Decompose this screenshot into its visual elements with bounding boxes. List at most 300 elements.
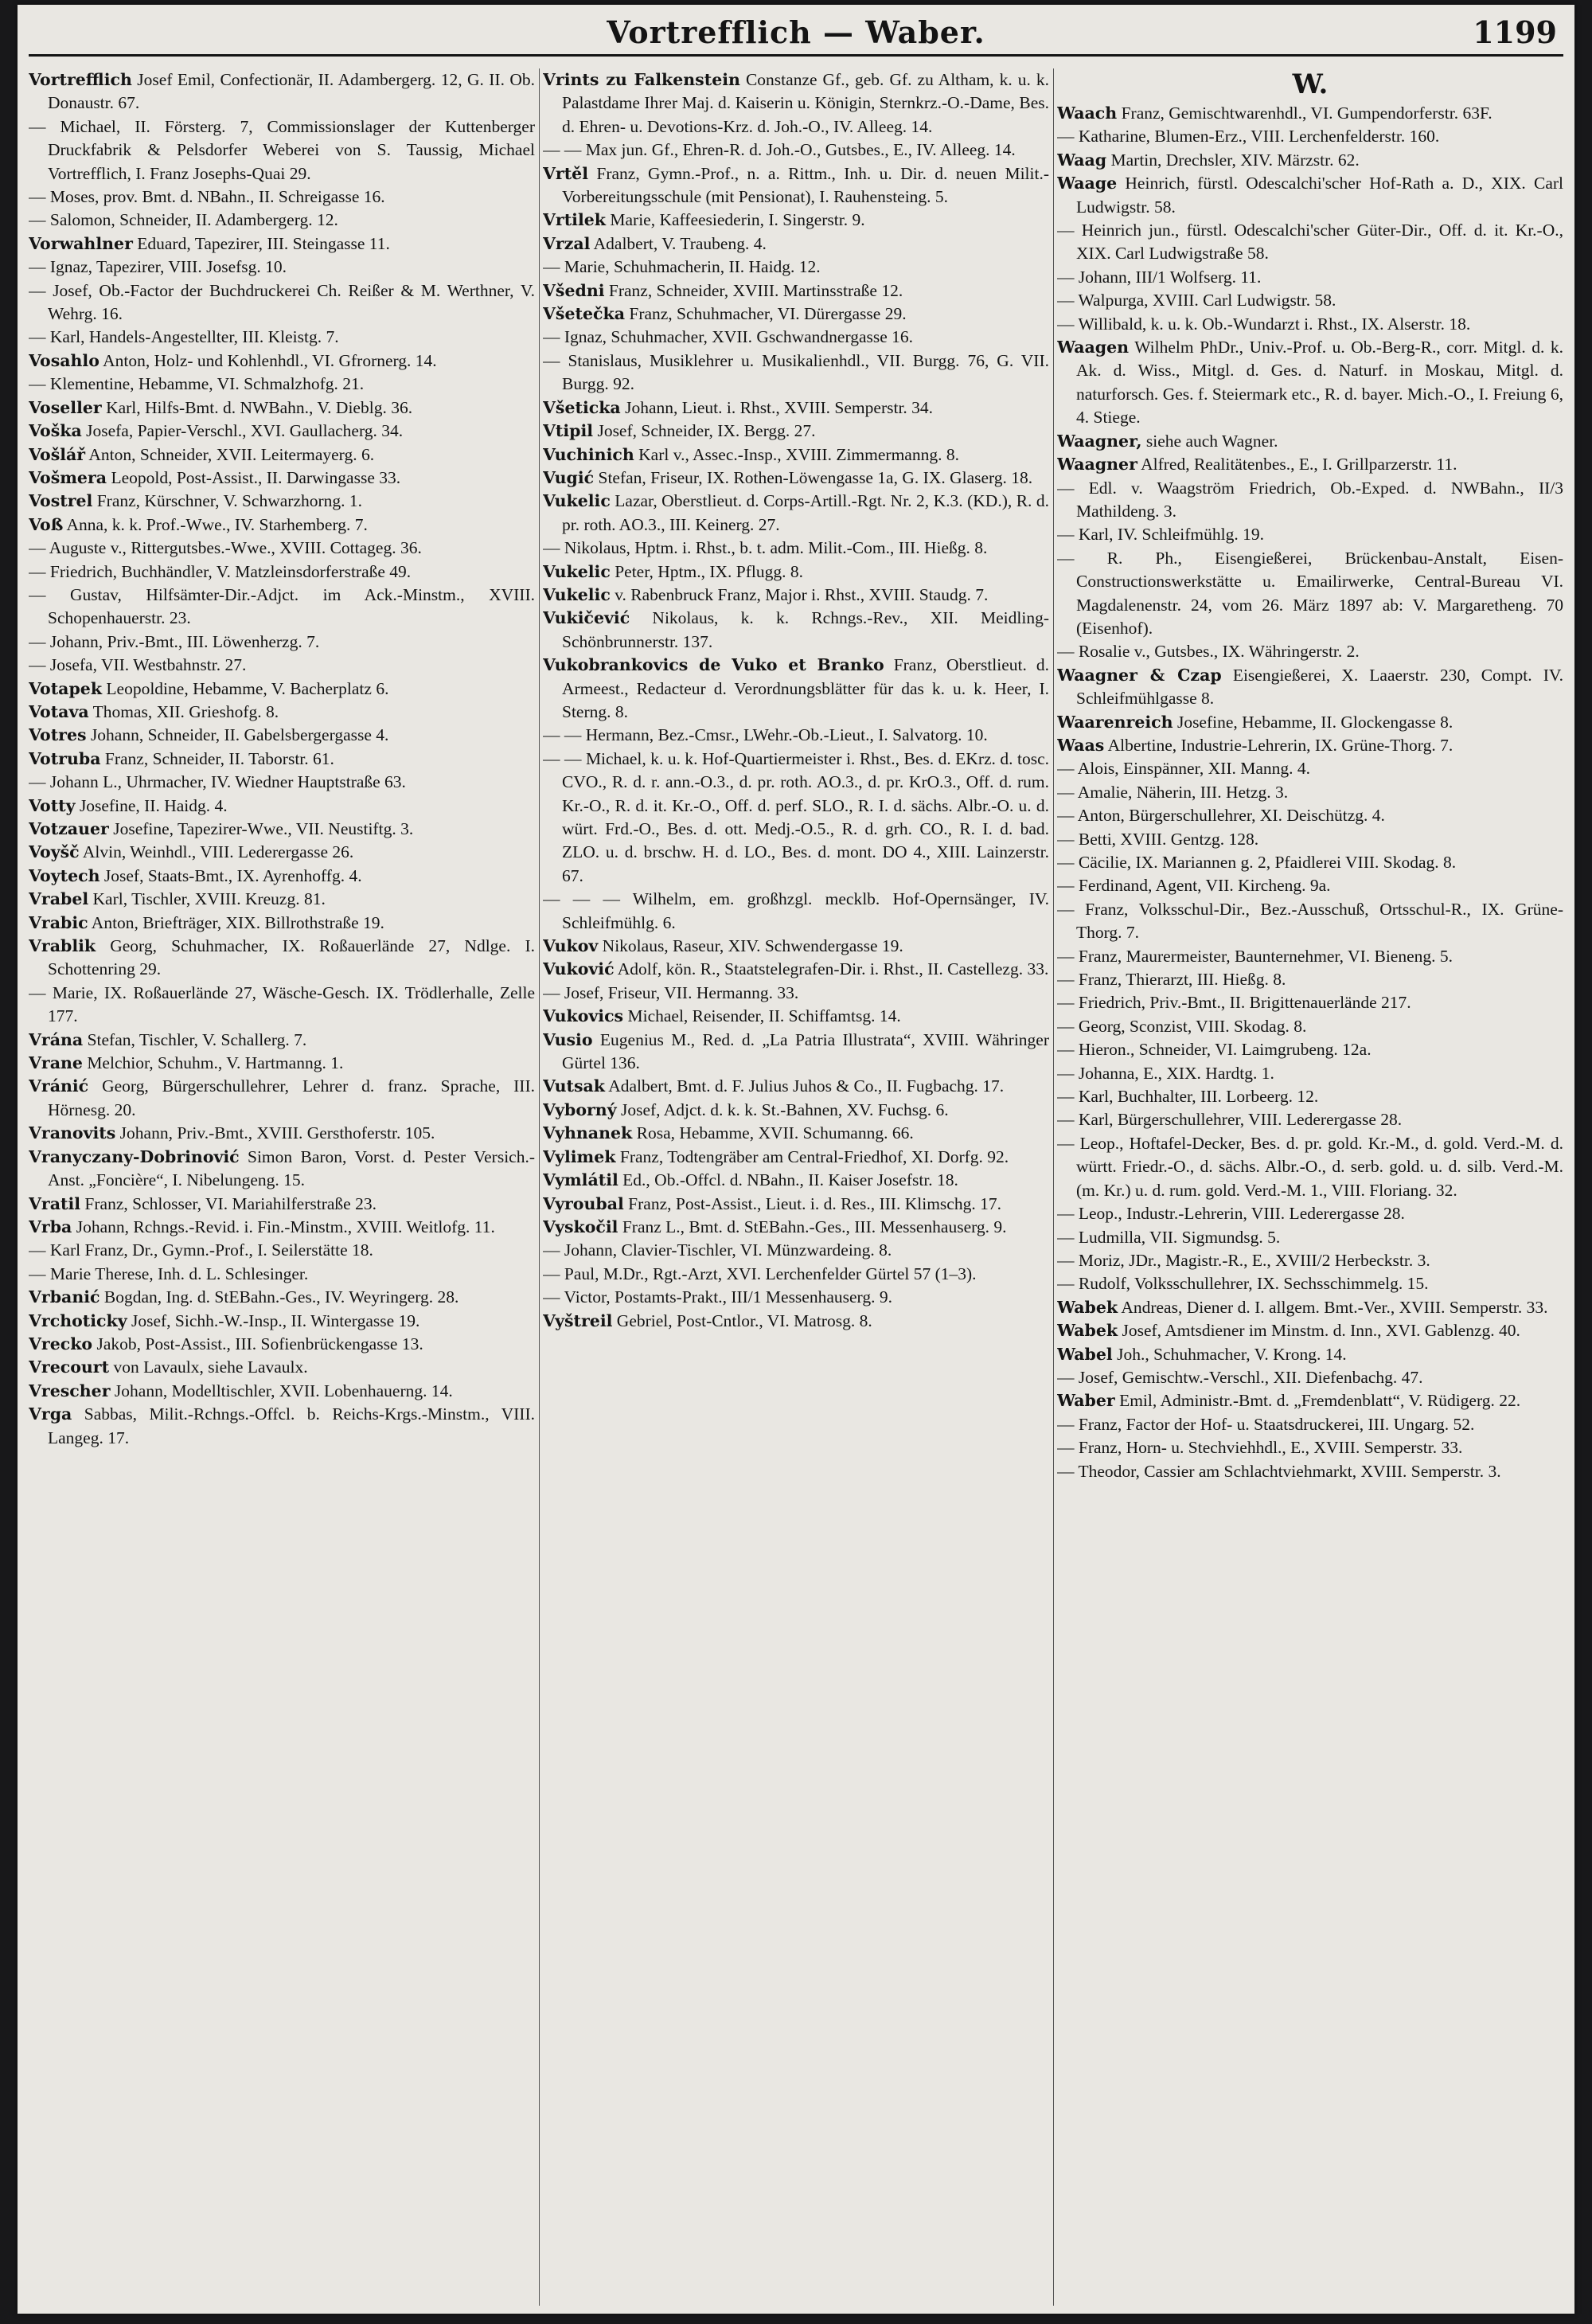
entry-text: — Gustav, Hilfsämter-Dir.-Adjct. im Ack.-Minstm., XVIII. Schopenhauerstr. 23.: [29, 584, 535, 628]
running-head: Vortrefflich — Waber.: [607, 14, 985, 50]
entry-text: — Leop., Hoftafel-Decker, Bes. d. pr. gold. Kr.-M., d. gold. Verd.-M. d. württ. Friedr.-O., d. sächs. Albr.-O., d. serb. gold. u. d. silb. Verd.-M. (m. Kr.) u. d. rum. gold. Verd.-M. 1., VIII. Floriang. 32.: [1057, 1133, 1563, 1200]
entry-headword: Voytech: [29, 865, 100, 885]
entry-text: — Hieron., Schneider, VI. Laimgrubeng. 12a.: [1057, 1040, 1372, 1060]
entry-text: — Amalie, Näherin, III. Hetzg. 3.: [1057, 782, 1289, 802]
entry-text: Constanze Gf., geb. Gf. zu Altham, k. u. k. Palastdame Ihrer Maj. d. Kaiserin u. Königin, Sternkrz.-O.-Dame, Bes. d. Ehren- u. Devotions-Krz. d. Joh.-O., IV. Alleeg. 14.: [562, 70, 1049, 136]
entry-text: Jakob, Post-Assist., III. Sofienbrückengasse 13.: [96, 1334, 423, 1353]
directory-entry: [1057, 1460, 1563, 1483]
entry-text: — Betti, XVIII. Gentzg. 128.: [1057, 829, 1259, 849]
entry-text: — Friedrich, Priv.-Bmt., II. Brigittenauerlände 217.: [1057, 993, 1411, 1013]
entry-text: Franz, Kürschner, V. Schwarzhorng. 1.: [96, 491, 363, 511]
directory-entry: [29, 818, 535, 841]
entry-text: Josef, Sichh.-W.-Insp., II. Wintergasse 19.: [131, 1310, 420, 1330]
entry-text: Eisengießerei, X. Laaerstr. 230, Compt. IV. Schleifmühlgasse 8.: [1076, 665, 1563, 709]
directory-entry: [1057, 828, 1563, 851]
directory-entry: [29, 1356, 535, 1379]
directory-entry: [543, 1075, 1049, 1098]
entry-text: Nikolaus, k. k. Rchngs.-Rev., XII. Meidling-Schönbrunnerstr. 137.: [562, 608, 1049, 651]
directory-entry: [543, 256, 1049, 279]
directory-entry: [29, 678, 535, 701]
entry-text: Ed., Ob.-Offcl. d. NBahn., II. Kaiser Josefstr. 18.: [622, 1170, 958, 1190]
directory-entry: [543, 326, 1049, 349]
entry-headword: Vylimek: [543, 1146, 616, 1166]
entry-headword: Waagner & Czap: [1057, 665, 1222, 685]
entry-text: Adalbert, Bmt. d. F. Julius Juhos & Co., II. Fugbachg. 17.: [608, 1076, 1005, 1096]
entry-text: Johann, Schneider, II. Gabelsbergergasse 4.: [90, 725, 389, 745]
entry-text: Bogdan, Ing. d. StEBahn.-Ges., IV. Weyringerg. 28.: [103, 1287, 459, 1307]
directory-entry: [29, 1029, 535, 1052]
entry-text: Joh., Schuhmacher, V. Krong. 14.: [1117, 1344, 1347, 1364]
entry-text: — Ferdinand, Agent, VII. Kircheng. 9a.: [1057, 876, 1331, 896]
entry-headword: Vrane: [29, 1053, 83, 1073]
directory-entry: [29, 1193, 535, 1216]
entry-headword: Wabek: [1057, 1297, 1118, 1317]
directory-entry: [543, 1169, 1049, 1192]
directory-entry: [543, 1193, 1049, 1216]
entry-headword: Votruba: [29, 748, 101, 768]
directory-entry: [543, 68, 1049, 139]
directory-entry: [543, 888, 1049, 935]
entry-text: Franz, Oberstlieut. d. Armeest., Redacteur d. Verordnungsblätter für das k. u. k. Heer, I. Sterng. 8.: [562, 655, 1049, 721]
entry-text: Franz, Schneider, II. Taborstr. 61.: [104, 748, 334, 768]
directory-entry: [29, 795, 535, 818]
directory-entry: [29, 584, 535, 631]
directory-entry: [543, 303, 1049, 326]
entry-text: — Franz, Maurermeister, Baunternehmer, VI. Bieneng. 5.: [1057, 946, 1453, 966]
directory-entry: [29, 1310, 535, 1333]
entry-text: — Anton, Bürgerschullehrer, XI. Deischützg. 4.: [1057, 806, 1385, 826]
entry-text: — Karl, Bürgerschullehrer, VIII. Lederergasse 28.: [1057, 1110, 1403, 1130]
entry-text: Martin, Drechsler, XIV. Märzstr. 62.: [1110, 150, 1360, 170]
directory-entry: [29, 631, 535, 654]
directory-entry: [1057, 1249, 1563, 1272]
entry-text: Franz, Todtengräber am Central-Friedhof, XI. Dorfg. 92.: [619, 1146, 1009, 1166]
entry-text: — Marie Therese, Inh. d. L. Schlesinger.: [29, 1264, 309, 1283]
page-header: [18, 8, 1574, 56]
directory-entry: [1057, 1202, 1563, 1225]
directory-entry: [1057, 266, 1563, 289]
entry-headword: Vrchoticky: [29, 1310, 127, 1330]
directory-entry: [29, 1239, 535, 1262]
directory-entry: [29, 1122, 535, 1145]
directory-entry: [543, 1239, 1049, 1262]
entry-headword: Vrecourt: [29, 1357, 110, 1377]
entry-text: — Franz, Thierarzt, III. Hießg. 8.: [1057, 970, 1286, 990]
directory-entry: [29, 1216, 535, 1239]
entry-text: Thomas, XII. Grieshofg. 8.: [92, 701, 279, 721]
directory-entry: [543, 1310, 1049, 1333]
directory-entry: [1057, 1319, 1563, 1342]
entry-headword: Vutsak: [543, 1076, 605, 1096]
entry-text: — Marie, IX. Roßauerlände 27, Wäsche-Gesch. IX. Trödlerhalle, Zelle 177.: [29, 982, 535, 1026]
entry-text: Franz, Schuhmacher, VI. Dürergasse 29.: [629, 304, 907, 324]
entry-text: — Johann, Priv.-Bmt., III. Löwenherzg. 7.: [29, 631, 320, 651]
entry-text: — Victor, Postamts-Prakt., III/1 Messenhauserg. 9.: [543, 1287, 892, 1307]
column-divider: [1053, 68, 1054, 2306]
directory-entry: [543, 209, 1049, 232]
directory-entry: [1057, 664, 1563, 711]
directory-entry: [543, 654, 1049, 724]
entry-text: — Josefa, VII. Westbahnstr. 27.: [29, 655, 247, 675]
entry-text: — Michael, II. Försterg. 7, Commissionslager der Kuttenberger Druckfabrik & Pelsdorfer Weberei von S. Taussig, Michael Vortrefflich, I. Franz Josephs-Quai 29.: [29, 116, 535, 183]
entry-headword: Vošlář: [29, 444, 86, 464]
directory-entry: [1057, 1413, 1563, 1436]
entry-text: Leopoldine, Hebamme, V. Bacherplatz 6.: [106, 678, 389, 698]
entry-text: — — Max jun. Gf., Ehren-R. d. Joh.-O., Gutsbes., E., IV. Alleeg. 14.: [543, 140, 1016, 160]
entry-text: Simon Baron, Vorst. d. Pester Versich.-Anst. „Foncière“, I. Nibelungeng. 15.: [48, 1146, 535, 1190]
entry-headword: Vukobrankovics de Vuko et Branko: [543, 655, 884, 675]
entry-headword: Waag: [1057, 150, 1107, 170]
directory-entry: [29, 256, 535, 279]
directory-entry: [1057, 1015, 1563, 1038]
directory-entry: [1057, 1366, 1563, 1389]
directory-entry: [1057, 547, 1563, 641]
directory-entry: [1057, 1132, 1563, 1202]
directory-entry: [543, 350, 1049, 396]
directory-entry: [1057, 289, 1563, 312]
entry-text: Franz, Schlosser, VI. Mariahilferstraße 23.: [84, 1193, 377, 1213]
entry-text: — Johanna, E., XIX. Hardtg. 1.: [1057, 1063, 1274, 1083]
entry-text: — Josef, Friseur, VII. Hermanng. 33.: [543, 982, 799, 1002]
entry-text: — Karl, Buchhalter, III. Lorbeerg. 12.: [1057, 1087, 1319, 1107]
entry-text: — Georg, Sconzist, VIII. Skodag. 8.: [1057, 1016, 1307, 1036]
directory-entry: [29, 186, 535, 209]
directory-entry: [29, 888, 535, 911]
entry-text: Josefine, II. Haidg. 4.: [79, 795, 228, 815]
entry-text: — Salomon, Schneider, II. Adambergerg. 12.: [29, 210, 338, 230]
entry-text: — Rudolf, Volksschullehrer, IX. Sechsschimmelg. 15.: [1057, 1274, 1429, 1294]
entry-text: — Auguste v., Rittergutsbes.-Wwe., XVIII. Cottageg. 36.: [29, 538, 422, 558]
directory-entry: [1057, 125, 1563, 148]
entry-headword: Waagen: [1057, 338, 1130, 357]
entry-headword: Votty: [29, 795, 76, 815]
entry-text: Karl v., Assec.-Insp., XVIII. Zimmermanng. 8.: [638, 444, 959, 464]
directory-entry: [1057, 1343, 1563, 1366]
directory-entry: [543, 1216, 1049, 1239]
directory-entry: [29, 232, 535, 256]
directory-entry: [29, 373, 535, 396]
entry-text: — Stanislaus, Musiklehrer u. Musikalienhdl., VII. Burgg. 76, G. VII. Burgg. 92.: [543, 350, 1049, 394]
directory-entry: [29, 350, 535, 373]
directory-entry: [543, 560, 1049, 584]
entry-headword: Všeticka: [543, 397, 621, 417]
entry-text: — Karl, Handels-Angestellter, III. Kleistg. 7.: [29, 327, 339, 347]
directory-entry: [1057, 711, 1563, 734]
entry-text: Josefine, Hebamme, II. Glockengasse 8.: [1176, 712, 1453, 732]
directory-entry: [29, 1286, 535, 1309]
entry-text: Johann, Priv.-Bmt., XVIII. Gersthoferstr. 105.: [119, 1123, 435, 1143]
entry-text: Josef, Adjct. d. k. k. St.-Bahnen, XV. Fuchsg. 6.: [621, 1100, 949, 1119]
directory-entry: [543, 537, 1049, 560]
entry-headword: Vrba: [29, 1217, 72, 1236]
entry-text: — Franz, Horn- u. Stechviehhdl., E., XVIII. Semperstr. 33.: [1057, 1438, 1463, 1458]
entry-text: Johann, Lieut. i. Rhst., XVIII. Semperstr. 34.: [625, 397, 934, 417]
entry-headword: Vošmera: [29, 467, 107, 487]
directory-entry: [29, 771, 535, 794]
directory-entry: [29, 279, 535, 326]
directory-entry: [29, 420, 535, 443]
directory-entry: [1057, 1226, 1563, 1249]
entry-text: Melchior, Schuhm., V. Hartmanng. 1.: [87, 1053, 344, 1073]
directory-entry: [29, 537, 535, 560]
directory-entry: [543, 724, 1049, 747]
directory-entry: [29, 1052, 535, 1075]
entry-headword: Wabel: [1057, 1344, 1113, 1364]
column-3: [1057, 68, 1563, 2306]
entry-headword: Vrga: [29, 1404, 72, 1424]
directory-entry: [543, 443, 1049, 467]
entry-headword: Waarenreich: [1057, 712, 1173, 732]
entry-text: Johann, Modelltischler, XVII. Lobenhauerng. 14.: [114, 1381, 453, 1400]
entry-headword: Vrtilek: [543, 210, 606, 230]
entry-text: — Alois, Einspänner, XII. Manng. 4.: [1057, 759, 1311, 779]
entry-headword: Voß: [29, 514, 64, 534]
directory-entry: [543, 279, 1049, 303]
entry-headword: Vukov: [543, 936, 599, 956]
directory-entry: [29, 115, 535, 186]
entry-headword: Waagner: [1057, 455, 1137, 475]
entry-headword: Vusio: [543, 1029, 593, 1049]
entry-text: — Rosalie v., Gutsbes., IX. Währingerstr. 2.: [1057, 642, 1360, 662]
directory-entry: [543, 748, 1049, 888]
entry-headword: Všetečka: [543, 304, 625, 324]
entry-text: Josefa, Papier-Verschl., XVI. Gaullacherg. 34.: [86, 421, 404, 441]
directory-entry: [1057, 1108, 1563, 1131]
entry-text: Josef, Amtsdiener im Minstm. d. Inn., XVI. Gablenzg. 40.: [1122, 1321, 1520, 1341]
entry-headword: Vostrel: [29, 491, 93, 511]
entry-headword: Vyskočil: [543, 1217, 618, 1236]
entry-text: — Karl, IV. Schleifmühlg. 19.: [1057, 525, 1264, 545]
entry-text: — Edl. v. Waagström Friedrich, Ob.-Exped. d. NWBahn., II/3 Mathildeng. 3.: [1057, 478, 1563, 521]
entry-headword: Waagner,: [1057, 431, 1142, 451]
directory-entry: [1057, 757, 1563, 780]
entry-text: Leopold, Post-Assist., II. Darwingasse 33.: [111, 467, 401, 487]
directory-entry: [1057, 945, 1563, 968]
entry-headword: Vortrefflich: [29, 70, 132, 89]
directory-entry: [1057, 1436, 1563, 1459]
entry-headword: Vrána: [29, 1029, 84, 1049]
directory-entry: [29, 1333, 535, 1356]
directory-entry: [29, 724, 535, 747]
entry-text: — Willibald, k. u. k. Ob.-Wundarzt i. Rhst., IX. Alserstr. 18.: [1057, 314, 1471, 334]
entry-text: Alfred, Realitätenbes., E., I. Grillparzerstr. 11.: [1141, 455, 1457, 475]
entry-headword: Vratil: [29, 1193, 81, 1213]
directory-entry: [543, 1146, 1049, 1169]
entry-headword: Vymlátil: [543, 1170, 618, 1190]
entry-text: Josef, Schneider, IX. Bergg. 27.: [597, 421, 816, 441]
entry-text: Josef Emil, Confectionär, II. Adambergerg. 12, G. II. Ob. Donaustr. 67.: [48, 70, 535, 113]
entry-text: Albertine, Industrie-Lehrerin, IX. Grüne-Thorg. 7.: [1107, 735, 1453, 755]
entry-text: Stefan, Tischler, V. Schallerg. 7.: [87, 1029, 307, 1049]
entry-text: Alvin, Weinhdl., VIII. Lederergasse 26.: [82, 842, 354, 862]
directory-entry: [29, 701, 535, 724]
entry-headword: Vosahlo: [29, 350, 100, 370]
entry-text: — Ignaz, Tapezirer, VIII. Josefsg. 10.: [29, 257, 287, 277]
entry-headword: Waber: [1057, 1391, 1115, 1411]
entry-text: Anton, Holz- und Kohlenhdl., VI. Gfrornerg. 14.: [103, 350, 437, 370]
entry-headword: Waach: [1057, 104, 1118, 123]
entry-text: von Lavaulx, siehe Lavaulx.: [113, 1357, 308, 1377]
entry-text: — Friedrich, Buchhändler, V. Matzleinsdorferstraße 49.: [29, 561, 412, 581]
entry-headword: Vuchinich: [543, 444, 634, 464]
directory-entry: [1057, 898, 1563, 945]
directory-entry: [1057, 149, 1563, 172]
entry-headword: Wabek: [1057, 1321, 1118, 1341]
directory-entry: [29, 982, 535, 1029]
entry-text: Johann, Rchngs.-Revid. i. Fin.-Minstm., XVIII. Weitlofg. 11.: [76, 1217, 495, 1236]
entry-text: Anton, Schneider, XVII. Leitermayerg. 6.: [88, 444, 375, 464]
directory-entry: [1057, 453, 1563, 476]
entry-text: Gebriel, Post-Cntlor., VI. Matrosg. 8.: [616, 1310, 872, 1330]
entry-text: Nikolaus, Raseur, XIV. Schwendergasse 19.: [602, 936, 903, 956]
directory-entry: [1057, 102, 1563, 125]
entry-text: Andreas, Diener d. I. allgem. Bmt.-Ver., XVIII. Semperstr. 33.: [1121, 1297, 1548, 1317]
entry-text: — Nikolaus, Hptm. i. Rhst., b. t. adm. Milit.-Com., III. Hießg. 8.: [543, 538, 988, 558]
entry-headword: Votapek: [29, 678, 103, 698]
directory-entry: [543, 1005, 1049, 1028]
entry-headword: Voseller: [29, 397, 102, 417]
entry-text: — Leop., Industr.-Lehrerin, VIII. Lederergasse 28.: [1057, 1204, 1405, 1224]
entry-headword: Vugić: [543, 467, 595, 487]
entry-text: Karl, Tischler, XVIII. Kreuzg. 81.: [92, 889, 326, 909]
entry-text: Josefine, Tapezirer-Wwe., VII. Neustiftg. 3.: [113, 819, 414, 838]
entry-text: — Johann, III/1 Wolfserg. 11.: [1057, 267, 1262, 287]
column-divider: [539, 68, 540, 2306]
entry-text: Sabbas, Milit.-Rchngs.-Offcl. b. Reichs-Krgs.-Minstm., VIII. Langeg. 17.: [48, 1404, 535, 1447]
directory-entry: [29, 490, 535, 513]
directory-entry: [1057, 1062, 1563, 1085]
directory-entry: [29, 443, 535, 467]
directory-entry: [543, 467, 1049, 490]
directory-entry: [1057, 172, 1563, 219]
entry-text: — Johann, Clavier-Tischler, VI. Münzwardeing. 8.: [543, 1240, 892, 1260]
entry-text: — Franz, Factor der Hof- u. Staatsdruckerei, III. Ungarg. 52.: [1057, 1414, 1475, 1434]
entry-headword: Vukelic: [543, 561, 611, 581]
entry-headword: Vrescher: [29, 1381, 111, 1400]
entry-headword: Vukelic: [543, 491, 611, 511]
directory-entry: [29, 467, 535, 490]
directory-entry: [1057, 219, 1563, 266]
entry-headword: Vrbanić: [29, 1287, 100, 1307]
directory-entry: [1057, 734, 1563, 757]
entry-text: Stefan, Friseur, IX. Rothen-Löwengasse 1a, G. IX. Glaserg. 18.: [598, 467, 1033, 487]
directory-entry: [543, 584, 1049, 607]
entry-headword: Vrzal: [543, 233, 591, 253]
column-1: [29, 68, 535, 2306]
directory-entry: [29, 68, 535, 115]
section-letter-heading: W.: [1292, 68, 1329, 100]
page-number: 1199: [1473, 14, 1557, 50]
directory-entry: [29, 654, 535, 677]
entry-text: — Marie, Schuhmacherin, II. Haidg. 12.: [543, 257, 821, 277]
entry-headword: Vrablik: [29, 936, 96, 956]
directory-entry: [1057, 804, 1563, 827]
entry-text: Franz, Gemischtwarenhdl., VI. Gumpendorferstr. 63F.: [1121, 104, 1492, 123]
directory-entry: [1057, 968, 1563, 991]
directory-entry: [543, 1099, 1049, 1122]
entry-text: Adolf, kön. R., Staatstelegrafen-Dir. i. Rhst., II. Castellezg. 33.: [617, 959, 1049, 979]
directory-entry: [543, 139, 1049, 162]
entry-text: — Klementine, Hebamme, VI. Schmalzhofg. 21.: [29, 374, 365, 394]
entry-text: — — — Wilhelm, em. großhzgl. mecklb. Hof-Opernsänger, IV. Schleifmühlg. 6.: [543, 889, 1049, 932]
directory-entry: [29, 560, 535, 584]
directory-entry: [29, 865, 535, 888]
directory-entry: [543, 1263, 1049, 1286]
entry-headword: Vyborný: [543, 1100, 617, 1119]
entry-text: — Johann L., Uhrmacher, IV. Wiedner Hauptstraße 63.: [29, 772, 406, 792]
directory-entry: [29, 1380, 535, 1403]
directory-entry: [29, 1146, 535, 1193]
directory-entry: [543, 1122, 1049, 1145]
directory-entry: [1057, 874, 1563, 897]
entry-text: — Franz, Volksschul-Dir., Bez.-Ausschuß, Ortsschul-R., IX. Grüne-Thorg. 7.: [1057, 899, 1563, 943]
directory-page: [18, 5, 1574, 2314]
entry-text: siehe auch Wagner.: [1145, 431, 1278, 451]
entry-headword: Vukelic: [543, 584, 611, 604]
entry-headword: Vrecko: [29, 1334, 93, 1353]
entry-text: — Ludmilla, VII. Sigmundsg. 5.: [1057, 1227, 1281, 1247]
entry-text: Heinrich, fürstl. Odescalchi'scher Hof-Rath a. D., XIX. Carl Ludwigstr. 58.: [1076, 174, 1563, 217]
directory-entry: [1057, 1272, 1563, 1295]
entry-text: — Ignaz, Schuhmacher, XVII. Gschwandnergasse 16.: [543, 327, 914, 347]
entry-text: Eugenius M., Red. d. „La Patria Illustrata“, XVIII. Währinger Gürtel 136.: [562, 1029, 1049, 1073]
entry-text: v. Rabenbruck Franz, Major i. Rhst., XVIII. Staudg. 7.: [615, 584, 989, 604]
directory-entry: [543, 1029, 1049, 1076]
entry-headword: Vukovics: [543, 1006, 624, 1026]
entry-text: Franz L., Bmt. d. StEBahn.-Ges., III. Messenhauserg. 9.: [622, 1217, 1007, 1236]
entry-headword: Vranovits: [29, 1123, 116, 1143]
directory-entry: [1057, 1038, 1563, 1061]
entry-headword: Vtipil: [543, 421, 594, 441]
directory-entry: [1057, 523, 1563, 546]
entry-headword: Votava: [29, 701, 89, 721]
entry-headword: Voška: [29, 421, 82, 441]
entry-text: Rosa, Hebamme, XVII. Schumanng. 66.: [636, 1123, 914, 1143]
directory-entry: [29, 841, 535, 864]
directory-entry: [29, 396, 535, 420]
entry-headword: Votres: [29, 725, 87, 745]
entry-text: Marie, Kaffeesiederin, I. Singerstr. 9.: [610, 210, 865, 230]
entry-text: Franz, Schneider, XVIII. Martinsstraße 12.: [608, 280, 903, 300]
directory-entry: [29, 1263, 535, 1286]
directory-entry: [29, 514, 535, 537]
entry-headword: Vyhnanek: [543, 1123, 633, 1143]
entry-headword: Vrabic: [29, 912, 88, 932]
entry-text: — — Michael, k. u. k. Hof-Quartiermeister i. Rhst., Bes. d. EKrz. d. tosc. CVO., R. d. r. ann.-O.3., d. pr. roth. AO.3., d. pr. KrO.3., Off. d. rum. Kr.-O., R. d. it. Kr.-O., Off. d. perf. SLO., R. I. d. sächs. Albr.-O. u. d. würt. Frd.-O., Bes. d. ott. Medj.-O.5., R. d. grh. CO., R. I. d. bad. ZLO. u. d. brschw. H. d. LO., Bes. d. mont. DO 4., XIII. Lainzerstr. 67.: [543, 748, 1049, 885]
entry-headword: Vuković: [543, 959, 615, 979]
directory-entry: [1057, 1296, 1563, 1319]
directory-entry: [1057, 313, 1563, 336]
entry-headword: Vukičević: [543, 608, 630, 628]
entry-text: Karl, Hilfs-Bmt. d. NWBahn., V. Dieblg. 36.: [106, 397, 413, 417]
entry-text: — R. Ph., Eisengießerei, Brückenbau-Anstalt, Eisen-Constructionswerkstätte u. Emailirwerke, Central-Bureau VI. Magdalenenstr. 24, vom 26. März 1897 ab: V. Margaretheng. 70 (Eisenhof).: [1057, 548, 1563, 638]
entry-text: — Moses, prov. Bmt. d. NBahn., II. Schreigasse 16.: [29, 187, 385, 207]
directory-entry: [543, 490, 1049, 537]
directory-entry: [543, 935, 1049, 958]
directory-entry: [1057, 477, 1563, 524]
directory-entry: [1057, 851, 1563, 874]
header-rule: [29, 54, 1563, 57]
directory-entry: [543, 982, 1049, 1005]
entry-text: Georg, Bürgerschullehrer, Lehrer d. franz. Sprache, III. Hörnesg. 20.: [48, 1076, 535, 1119]
entry-headword: Votzauer: [29, 819, 109, 838]
entry-headword: Vranyczany-Dobrinović: [29, 1146, 240, 1166]
entry-text: — Katharine, Blumen-Erz., VIII. Lerchenfelderstr. 160.: [1057, 127, 1440, 146]
entry-headword: Vrabel: [29, 889, 89, 909]
entry-text: Peter, Hptm., IX. Pflugg. 8.: [615, 561, 804, 581]
entry-text: Adalbert, V. Traubeng. 4.: [593, 233, 767, 253]
entry-text: — Josef, Gemischtw.-Verschl., XII. Diefenbachg. 47.: [1057, 1367, 1423, 1387]
